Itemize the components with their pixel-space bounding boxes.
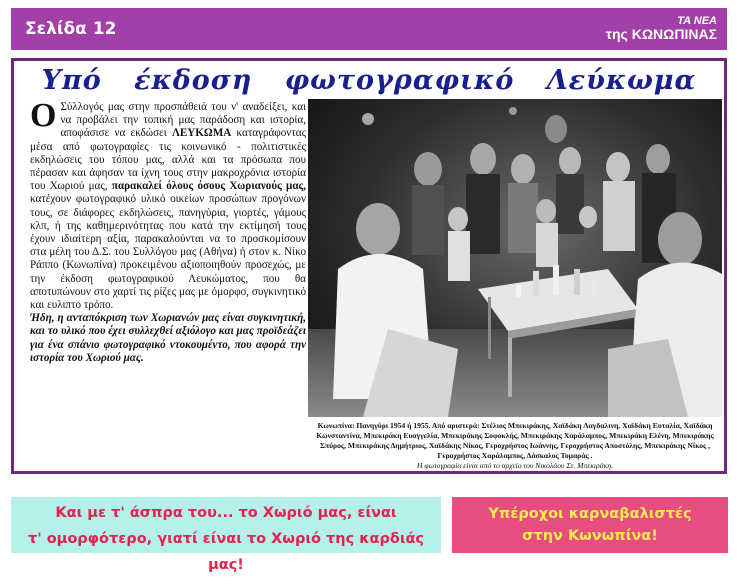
body-text-3: κατέχουν φωτογραφικό υλικό οικείων προσώπων προγόνων τους, σε διάφορες εκδηλώσεις, πανηγύρια, γιορτές, γάμους κλπ, ή της καθημερινότητας που κατά την εκτίμησή τους έχουν ιδιαίτερη αξία, παρακαλούνται να το προσκομίσουν στα μέλη του Δ.Σ. του Συλλόγου μας (Αθήνα) ή στον κ. Νίκο Ράππο (Κωνωπίνα) προκειμένου αξιοποιηθούν προσεχώς, με την έκδοση φωτογραφικού Λευκώματος, που θα αποτυπώνουν στο χαρτί τις ρίζες μας με όμορφο, συγκινητικό και ευλιπτο τρόπο.	[30, 193, 306, 312]
caption-text: Κωνωπίνα: Πανηγύρι 1954 ή 1955. Από αριστερά: Στέλιος Μπεκιράκης, Χαϊδάκη Λαγδαλινη, Χαϊδάκη Ευταλία, Χαϊδάκη Κωνσταντίνα, Μπεκιράκη Ευαγγελία, Μπεκιράκης Σοφοκλής, Μπεκιράκης Χαράλαμπος, Μπεκιράκη Ελένη, Μπεκιράκης Σπύρος, Μπεκιράκης Δημήτριος, Χαϊδάκης Νίκος, Γεροχρήστος Ιωάννης, Γεροχρήστος Αποστόλης, Μπεκιράκης Νίκος , Γεροχρήστος Χαράλαμπος, Δάσκαλος Τομαράς .	[316, 421, 714, 460]
page-header	[11, 8, 727, 50]
photo-image	[308, 99, 722, 417]
village-banner-line2: τ' ομορφότερο, γιατί είναι το Χωριό της καρδιάς μας!	[27, 531, 425, 573]
carnival-banner-line1: Υπέροχοι καρναβαλιστές	[488, 506, 692, 522]
village-banner-line1: Και με τ' άσπρα του... το Χωριό μας, είναι	[55, 505, 397, 521]
carnival-banner	[452, 497, 728, 553]
body-text-1: Σύλλογός μας στην προσπάθειά του ν' αναδείξει, και να προβάλει την τοπική μας παράδοση και ιστορία, αποφάσισε να εκδώσει	[60, 101, 306, 140]
festival-photo	[308, 99, 722, 417]
article-body	[30, 97, 306, 365]
newspaper-name	[606, 16, 717, 42]
article-box	[11, 58, 727, 474]
village-banner	[11, 497, 441, 573]
page-number: Σελίδα 12	[25, 19, 117, 39]
article-title: Υπό έκδοση φωτογραφικό Λεύκωμα	[41, 65, 697, 96]
body-closing: Ήδη, η ανταπόκριση των Χωριανών μας είναι συγκινητική, και το υλικό που έχει συλλεχθεί αξιόλογο και μας προϊδεάζει για ένα σπάνιο φωτογραφικό ντοκουμέντο, που αφορά την ιστορία του Χωριού μας.	[30, 312, 306, 364]
body-bold-1: ΛΕΥΚΩΜΑ	[171, 127, 232, 140]
newspaper-name-line2: της ΚΩΝΩΠΙΝΑΣ	[605, 26, 717, 43]
photo-caption	[314, 421, 716, 471]
newspaper-name-line1: ΤΑ ΝΕΑ	[677, 14, 717, 27]
body-text-2: καταγράφοντας μέσα από φωτογραφίες τις κοινωνικό - πολιτιστικές εκδηλώσεις του τόπου μας, αλλά και τα πρόσωπα που πέρασαν και άφησαν τα ίχνη τους στην μακροχρόνια ιστορία του Χωριού μας,	[30, 127, 306, 193]
body-bold-2: παρακαλεί όλους όσους Χωριανούς μας,	[111, 180, 306, 193]
drop-cap: Ο	[30, 97, 57, 134]
caption-credit: Η φωτογραφία είναι από το αρχείο του Νικολάου Στ. Μπεκιράκη.	[417, 461, 613, 470]
carnival-banner-line2: στην Κωνωπίνα!	[522, 528, 658, 544]
